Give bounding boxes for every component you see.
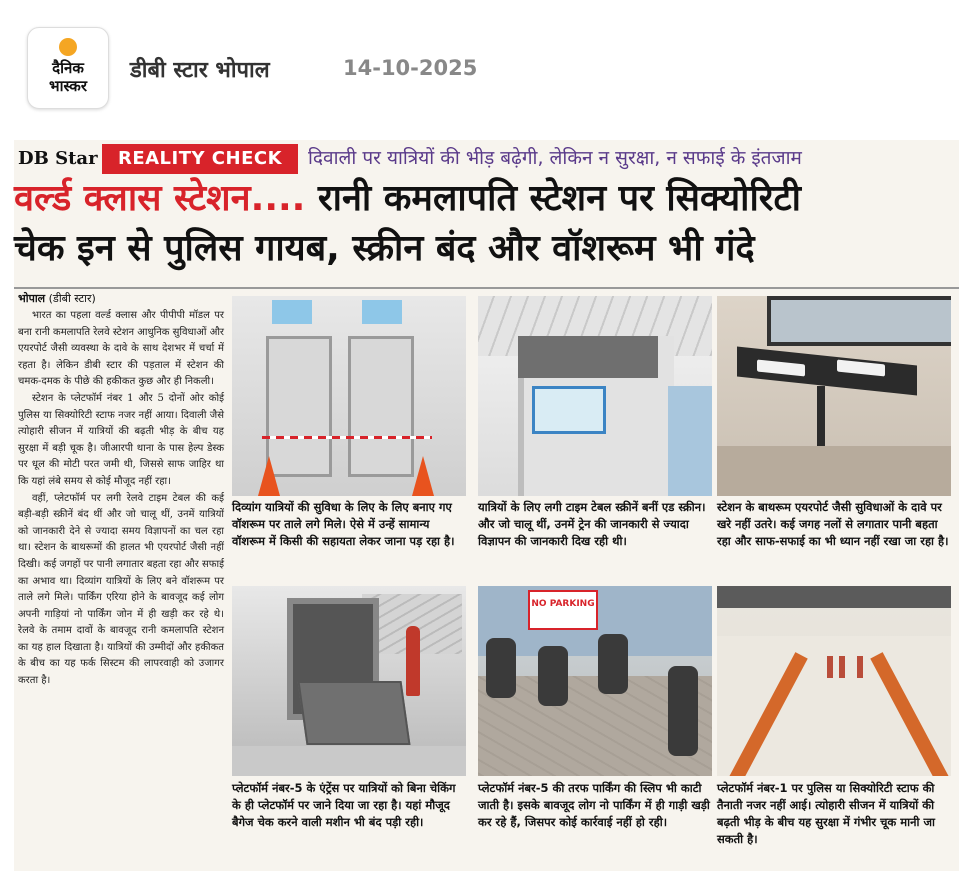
dateline-city: भोपाल: [18, 292, 46, 305]
paragraph: भारत का पहला वर्ल्ड क्लास और पीपीपी मॉडल पर बना रानी कमलापति रेलवे स्टेशन आधुनिक सुविधाओं और एयरपोर्ट जैसी व्यवस्था के दावे के साथ देशभर में चर्चा में रहता है। लेकिन डीबी स्टार की पड़ताल में स्टेशन की चमक-दमक के पीछे की हकीकत कुछ और ही निकली।: [18, 310, 225, 388]
source-name[interactable]: डीबी स्टार भोपाल: [130, 58, 270, 83]
headline-line1: [14, 176, 801, 222]
headline-red: वर्ल्ड क्लास स्टेशन....: [14, 178, 306, 219]
person-icon: [839, 656, 845, 678]
post-header: [0, 0, 963, 125]
reality-check-tag: REALITY CHECK: [102, 144, 298, 174]
post-date: 14-10-2025: [343, 56, 478, 80]
photo-caption: प्लेटफॉर्म नंबर-1 पर पुलिस या सिक्योरिटी स्टाफ की तैनाती नजर नहीं आई। त्योहारी सीजन में यात्रियों की बढ़ती भीड़ के बीच यह सुरक्षा में गंभीर चूक मानी जा सकती है।: [717, 781, 935, 846]
person-icon: [827, 656, 833, 678]
scooter-icon: [598, 634, 628, 694]
no-parking-sign: NO PARKING: [528, 590, 598, 630]
kicker: दिवाली पर यात्रियों की भीड़ बढ़ेगी, लेकिन न सुरक्षा, न सफाई के इंतजाम: [308, 147, 802, 169]
barrier-tape: [262, 436, 432, 439]
person-icon: [406, 626, 420, 696]
screen-housing: [518, 336, 658, 378]
sun-icon: [59, 38, 77, 56]
floor: [232, 746, 466, 776]
sign-icon: [362, 300, 402, 324]
photo-baggage-scanner: [232, 586, 466, 776]
divider: [14, 287, 959, 289]
floor: [717, 446, 951, 496]
photo-timetable-screen: [478, 296, 712, 496]
article-body: [18, 308, 224, 690]
ad-screen: [532, 386, 606, 434]
db-star-brand: DB Star: [18, 148, 98, 169]
photo-caption: दिव्यांग यात्रियों की सुविधा के लिए के लिए बनाए गए वॉशरूम पर ताले लगे मिले। ऐसे में उन्हें सामान्य वॉशरूम में किसी की सहायता लेकर जाना पड़ रहा है।: [232, 500, 455, 548]
mirror: [767, 296, 951, 346]
roof: [717, 586, 951, 608]
photo-caption: यात्रियों के लिए लगी टाइम टेबल स्क्रीनें बनीं एड स्क्रीन। और जो चालू थीं, उनमें ट्रेन की जानकारी से ज्यादा विज्ञापन की जानकारी दिख रही थी।: [478, 500, 706, 548]
photo-caption: स्टेशन के बाथरूम एयरपोर्ट जैसी सुविधाओं के दावे पर खरे नहीं उतरे। कई जगह नलों से लगातार पानी बहता रहा और साफ-सफाई का भी ध्यान नहीं रखा जा रहा है।: [717, 500, 949, 548]
photo-caption: प्लेटफॉर्म नंबर-5 की तरफ पार्किंग की स्लिप भी काटी जाती है। इसके बावजूद लोग नो पार्किंग में ही गाड़ी खड़ी कर रहे हैं, जिसपर कोई कार्रवाई नहीं हो रही।: [478, 781, 710, 829]
headline-line2: चेक इन से पुलिस गायब, स्क्रीन बंद और वॉशरूम भी गंदे: [14, 228, 755, 269]
paragraph: स्टेशन के प्लेटफॉर्म नंबर 1 और 5 दोनों ओर कोई पुलिस या सिक्योरिटी स्टाफ नजर नहीं आया। दिवाली जैसे त्योहारी सीजन में यात्रियों की बढ़ती भीड़ के बीच यह सुरक्षा में बड़ी चूक है। जीआरपी थाना के पास हेल्प डेस्क पर धूल की मोटी परत जमी थी, जिससे साफ जाहिर था कि यहां लंबे समय से कोई मौजूद नहीं रहा।: [18, 392, 224, 487]
scooter-icon: [668, 666, 698, 756]
dateline-source: (डीबी स्टार): [48, 292, 96, 305]
scanner-belt: [298, 681, 411, 745]
scooter-icon: [538, 646, 568, 706]
sign-icon: [272, 300, 312, 324]
traffic-cone-icon: [412, 456, 434, 496]
dainik-bhaskar-logo[interactable]: [27, 27, 109, 109]
headline-black: रानी कमलापति स्टेशन पर सिक्योरिटी: [317, 178, 801, 219]
photo-platform: [717, 586, 951, 776]
photo-locked-washroom: [232, 296, 466, 496]
counter-leg: [817, 386, 825, 446]
paragraph: वहीं, प्लेटफॉर्म पर लगी रेलवे टाइम टेबल की कई बड़ी-बड़ी स्क्रीनें बंद थीं और जो चालू थीं, उनमें यात्रियों को जानकारी देने से ज्यादा समय विज्ञापनों का चल रहा था। स्टेशन के बाथरूमों की हालत भी एयरपोर्ट जैसी नहीं दिखी। कई जगहों पर पानी लगातार बहता रहा और सफाई का अभाव था। दिव्यांग यात्रियों के लिए बने वॉशरूम पर ताले लगे मिले। पार्किंग एरिया होने के बावजूद कई लोग अपनी गाड़ियां नो पार्किंग जोन में ही खड़ी कर रहे थे। रेलवे के तमाम दावों के बावजूद रानी कमलापति स्टेशन का यह हाल दिखाता है। यात्रियों की उम्मीदों और हकीकत के बीच का यह फर्क सिस्टम की लापरवाही को उजागर करता है।: [18, 492, 224, 687]
photo-no-parking: [478, 586, 712, 776]
door: [348, 336, 414, 477]
photo-caption: प्लेटफॉर्म नंबर-5 के एंट्रेंस पर यात्रियों को बिना चेकिंग के ही प्लेटफॉर्म पर जाने दिया जा रहा है। यहां मौजूद बैगेज चेक करने वाली मशीन भी बंद पड़ी रही।: [232, 781, 456, 829]
photo-bathroom: [717, 296, 951, 496]
blue-panel: [668, 386, 712, 496]
logo-line1: दैनिक: [52, 59, 84, 77]
scooter-icon: [486, 638, 516, 698]
traffic-cone-icon: [258, 456, 280, 496]
dateline: [18, 291, 96, 306]
newspaper-clipping: [14, 140, 959, 871]
person-icon: [857, 656, 863, 678]
logo-line2: भास्कर: [49, 77, 87, 95]
